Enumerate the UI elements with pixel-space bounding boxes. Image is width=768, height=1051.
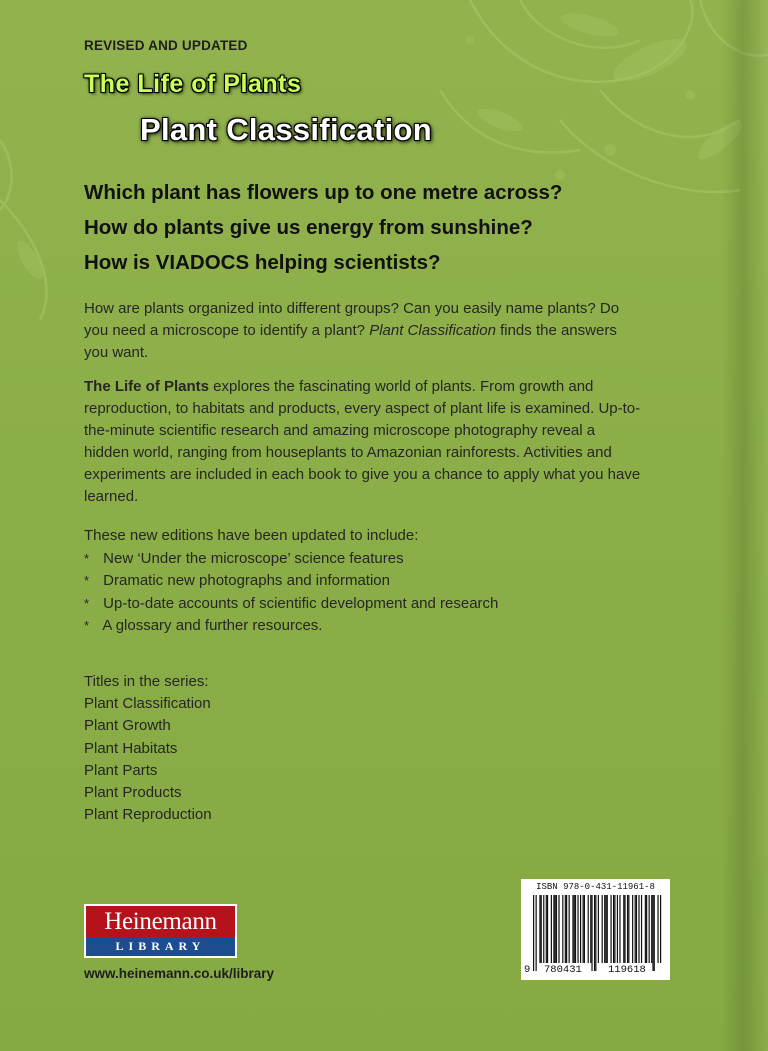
intro-italic-title: Plant Classification <box>369 322 496 339</box>
series-description-text: explores the fascinating world of plants. From growth and reproduction, to habitats and products, every aspect of plant life is examined. Up-to-the-minute scientific research and amazing microscope photography reveal a hidden world, ranging from houseplants to Amazonian rainforests. Activities and experiments are included in each book to give you a chance to apply what you have learned. <box>84 378 641 505</box>
barcode-left-digits: 780431 <box>544 964 582 976</box>
feature-list <box>84 548 498 637</box>
revised-label: REVISED AND UPDATED <box>84 38 248 53</box>
intro-text: How are plants organized into different groups? Can you easily name plants? Do you need a microscope to identify a plant? <box>84 300 620 339</box>
barcode-right-digits: 119618 <box>608 964 646 976</box>
series-title: The Life of Plants <box>84 70 302 98</box>
feature-item <box>84 570 498 592</box>
isbn-label: ISBN 978-0-431-11961-8 <box>536 882 655 892</box>
question-item: Which plant has flowers up to one metre across? <box>84 181 563 204</box>
isbn-barcode <box>521 879 670 980</box>
bullet-star-icon: * <box>84 617 90 633</box>
question-list <box>84 175 562 280</box>
titles-heading: Titles in the series: <box>84 673 209 690</box>
feature-text: A glossary and further resources. <box>102 616 323 634</box>
barcode-image <box>521 895 670 979</box>
feature-item <box>84 593 498 615</box>
series-description-lead: The Life of Plants <box>84 378 210 395</box>
barcode-digits <box>521 964 670 978</box>
book-title: Plant Classification <box>140 112 432 147</box>
bullet-star-icon: * <box>84 595 90 611</box>
barcode-lead-digit: 9 <box>524 964 531 976</box>
logo-sub: LIBRARY <box>86 937 235 956</box>
series-title-item: Plant Growth <box>84 717 171 735</box>
intro-paragraph <box>84 298 644 364</box>
bullet-star-icon: * <box>84 551 90 566</box>
question-item: How do plants give us energy from sunshine? <box>84 216 533 239</box>
feature-item <box>84 615 498 637</box>
intro-tail: finds the answers you want. <box>84 322 617 361</box>
series-title-item: Plant Reproduction <box>84 806 212 824</box>
feature-text: Dramatic new photographs and information <box>103 572 390 590</box>
series-title-item: Plant Habitats <box>84 739 178 757</box>
series-title-item: Plant Parts <box>84 761 158 779</box>
series-description <box>84 376 644 508</box>
feature-text: Up-to-date accounts of scientific development and research <box>103 594 499 612</box>
bullet-star-icon: * <box>84 573 90 589</box>
series-title-item: Plant Products <box>84 784 182 802</box>
feature-text: New ‘Under the microscope’ science features <box>103 550 404 567</box>
heinemann-library-logo <box>84 904 237 958</box>
feature-item <box>84 548 498 570</box>
features-intro: These new editions have been updated to include: <box>84 527 419 544</box>
logo-name: Heinemann <box>104 908 217 935</box>
spine-shadow <box>722 0 768 1051</box>
question-item: How is VIADOCS helping scientists? <box>84 251 441 274</box>
series-title-item: Plant Classification <box>84 695 211 712</box>
publisher-website: www.heinemann.co.uk/library <box>84 966 275 981</box>
series-title-list <box>84 693 212 827</box>
